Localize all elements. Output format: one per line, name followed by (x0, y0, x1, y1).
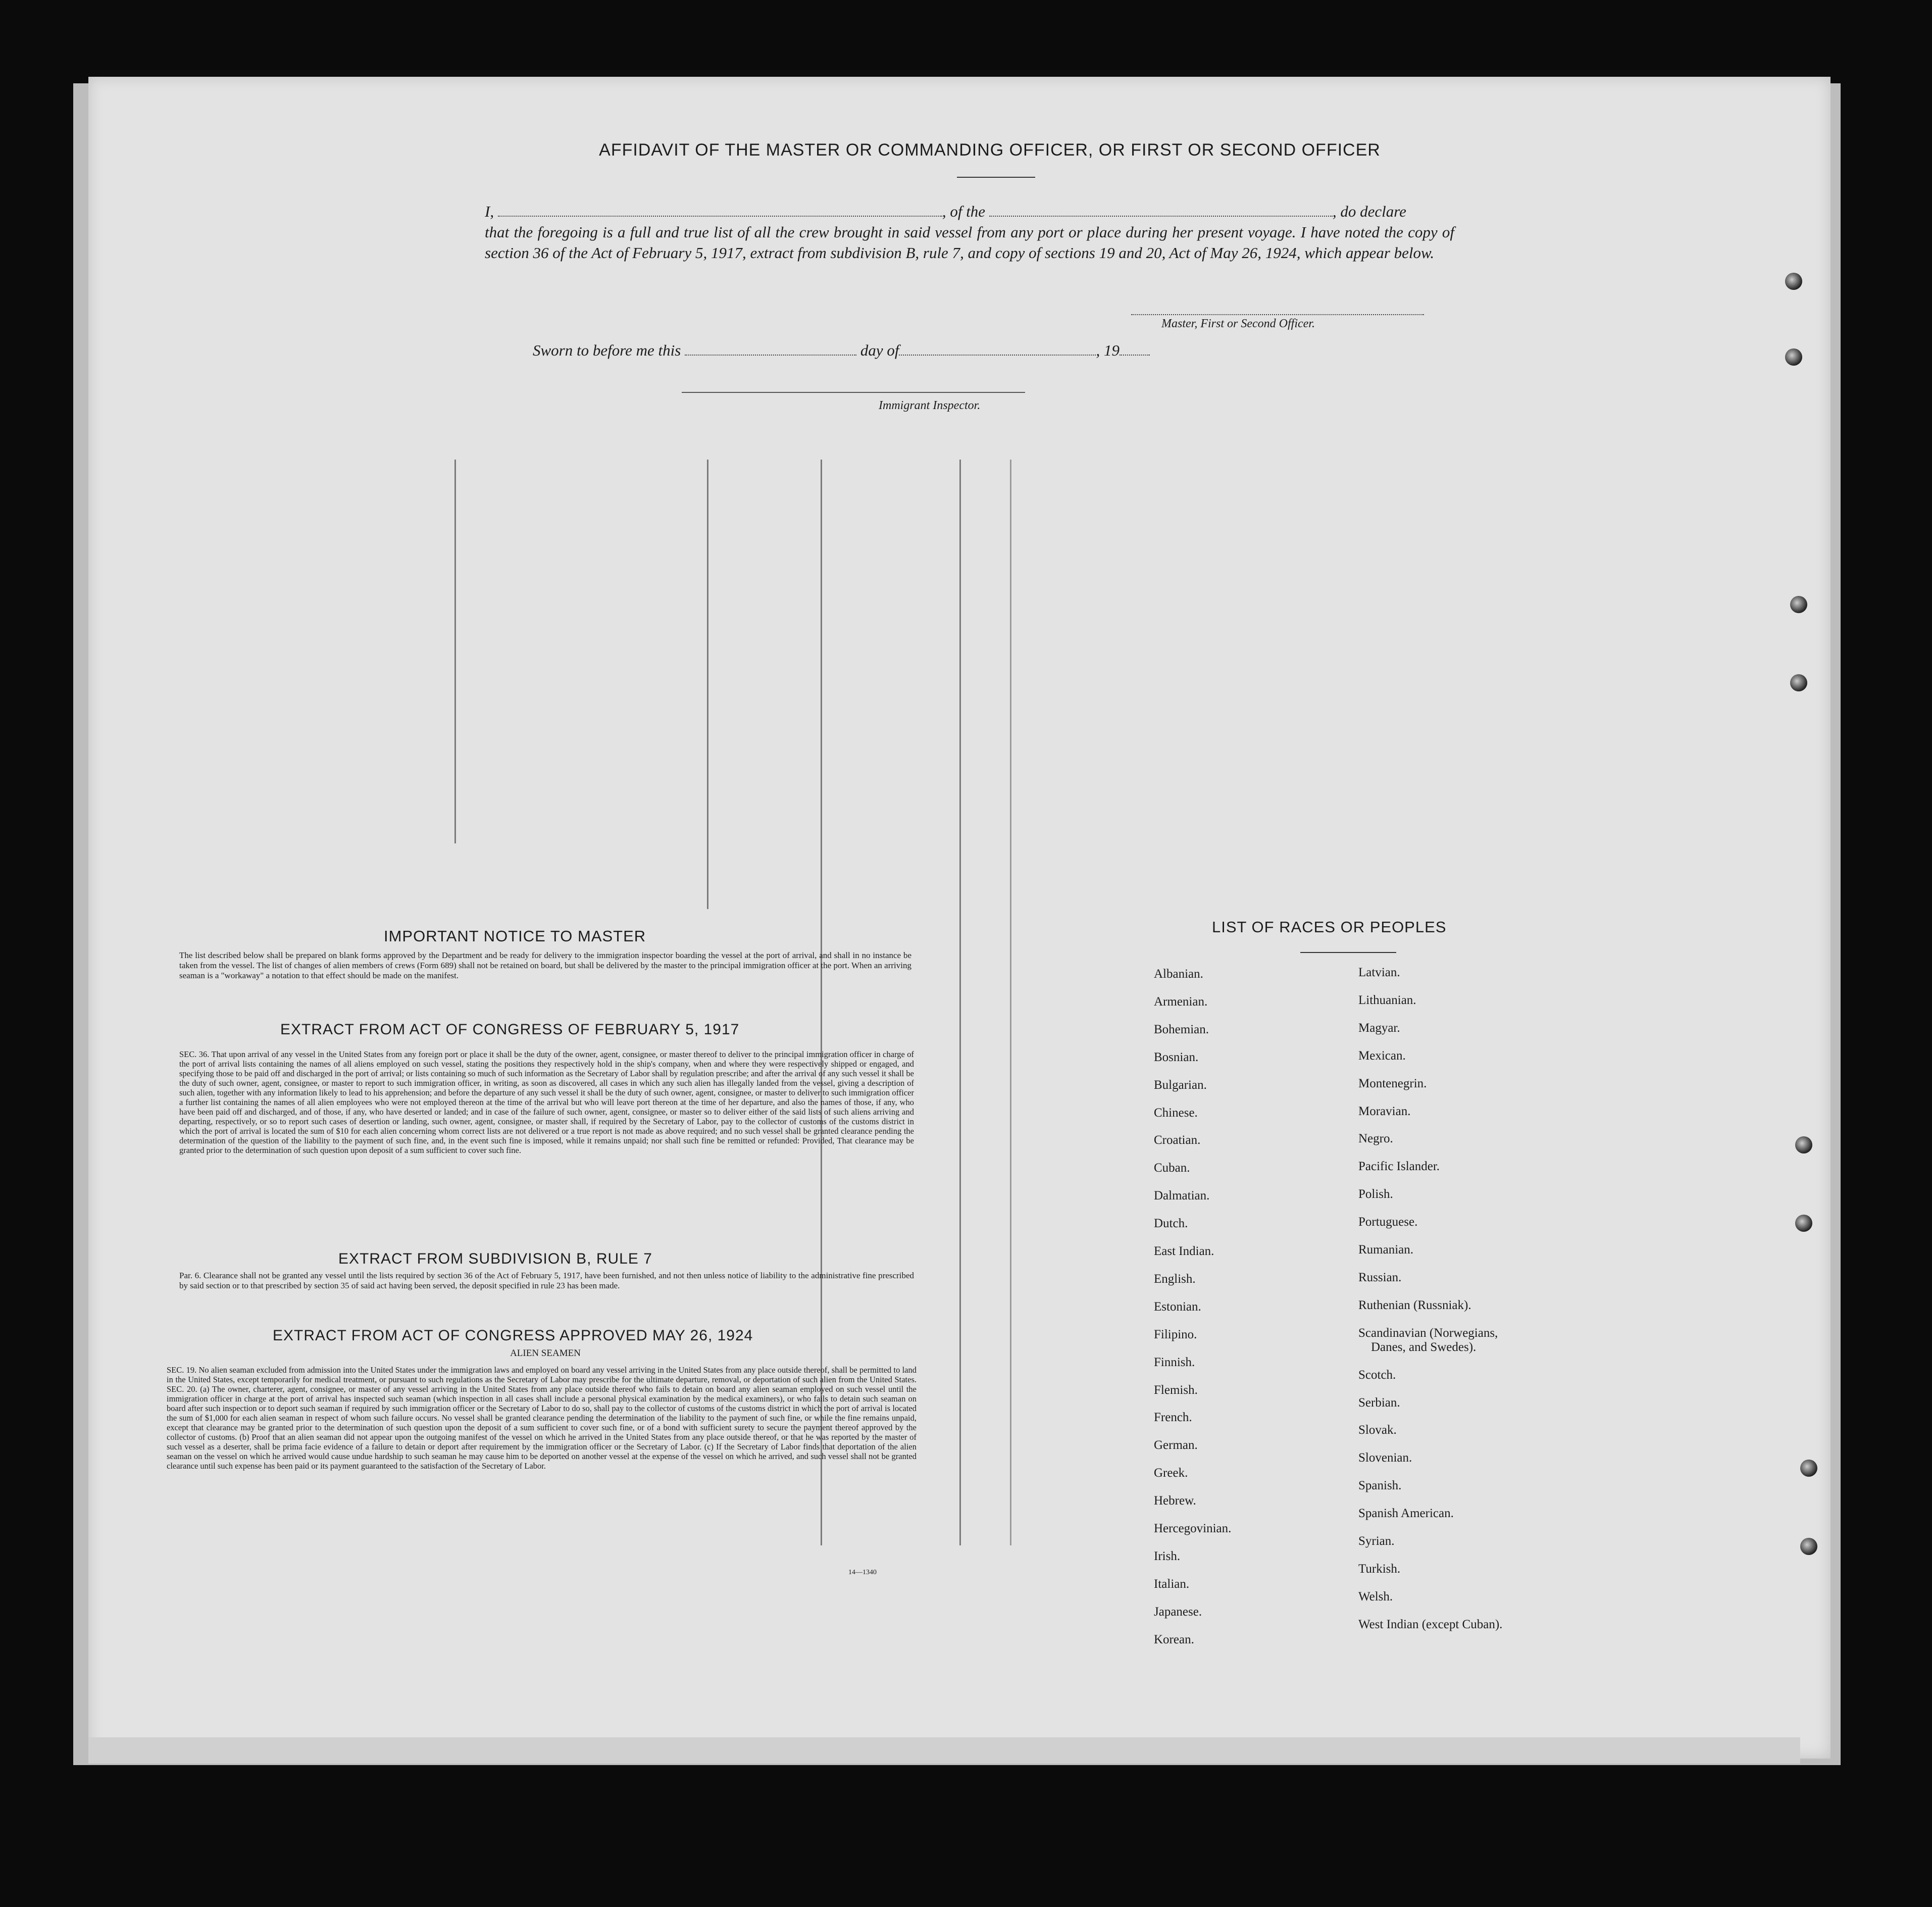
binder-hole (1785, 348, 1802, 366)
race-item: French. (1154, 1411, 1192, 1425)
race-item: Hebrew. (1154, 1494, 1196, 1508)
race-item: Danes, and Swedes). (1371, 1340, 1477, 1354)
race-item: Pacific Islander. (1358, 1160, 1440, 1174)
race-item: Syrian. (1358, 1534, 1395, 1548)
race-item: Ruthenian (Russniak). (1358, 1298, 1471, 1312)
notice-text: The list described below shall be prepared on blank forms approved by the Department and be ready for delivery to the immigration inspector boarding the vessel at the port of arrival, and shall in no instance be taken from the vessel. The list of changes of alien members of crews (Form 689) shall not be retained on board, but shall be delivered by the master to the principal immigration officer at the port. When an arriving seaman is a "workaway" a notation to that effect should be made on the manifest. (179, 950, 911, 980)
race-item: Bosnian. (1154, 1050, 1199, 1064)
race-item: German. (1154, 1438, 1198, 1452)
race-item: Japanese. (1154, 1604, 1202, 1619)
inspector-signature-line[interactable] (682, 392, 1025, 393)
race-item: Bulgarian. (1154, 1078, 1207, 1092)
race-item: Negro. (1358, 1132, 1393, 1146)
race-item: Scotch. (1358, 1368, 1396, 1382)
binder-hole (1800, 1538, 1817, 1555)
race-item: Montenegrin. (1358, 1076, 1427, 1090)
declarant-name-field[interactable] (498, 205, 942, 217)
binder-hole (1800, 1460, 1817, 1477)
sworn-label: Sworn to before me this (533, 341, 681, 359)
race-item: Italian. (1154, 1577, 1190, 1591)
race-item: Russian. (1358, 1270, 1402, 1284)
race-item: Lithuanian. (1358, 993, 1416, 1007)
race-item: Moravian. (1358, 1104, 1411, 1118)
declaration-line (485, 201, 1454, 222)
notice-title: IMPORTANT NOTICE TO MASTER (384, 927, 646, 945)
race-item: Chinese. (1154, 1106, 1198, 1120)
race-item: Cuban. (1154, 1161, 1190, 1175)
race-item: Magyar. (1358, 1021, 1400, 1035)
race-item: Finnish. (1154, 1355, 1195, 1369)
title-underline (957, 177, 1035, 178)
affidavit-text (485, 201, 1454, 263)
race-item: Estonian. (1154, 1299, 1201, 1314)
signature-line[interactable] (1131, 314, 1424, 315)
races-title: LIST OF RACES OR PEOPLES (1212, 918, 1447, 936)
race-item: Latvian. (1358, 966, 1400, 979)
form-number: 14—1340 (848, 1569, 877, 1576)
race-item: Welsh. (1358, 1589, 1393, 1603)
extract-1924-text: SEC. 19. No alien seaman excluded from admission into the United States under the immigration laws and employed on board any vessel arriving in the United States from any place outside thereof, shall be permitted to land in the United States, except temporarily for medical treatment, or pursuant to such regulations as the Secretary of Labor may prescribe for the ultimate departure, removal, or deportation of such alien from the United States. SEC. 20. (a) The owner, charterer, agent, consignee, or master of any vessel arriving in the United States from any place outside thereof who fails to detain on board any alien seaman employed on such vessel until the immigration officer in charge at the port of arrival has inspected such seaman (which inspection in all cases shall include a personal physical examination by the medical examiners), or who fails to detain such seaman on board after such inspection or to deport such seaman if required by such immigration officer or the Secretary of Labor to do so, shall pay to the collector of customs of the customs district in which the port of arrival is located the sum of $1,000 for each alien seaman in respect of whom such failure occurs. No vessel shall be granted clearance pending the determination of the liability to the payment of such fine, or while the fine remains unpaid, except that clearance may be granted prior to the determination of such question upon the deposit of a sum sufficient to cover such fine, or of a bond with sufficient surety to secure the payment thereof approved by the collector of customs. (b) Proof that an alien seaman did not appear upon the outgoing manifest of the vessel on which he arrived in the United States from any place outside thereof, or that he was reported by the master of such vessel as a deserter, shall be prima facie evidence of a failure to detain or deport after requirement by the immigration officer or the Secretary of Labor. (c) If the Secretary of Labor finds that deportation of the alien seaman on the vessel on which he arrived would cause undue hardship to such seaman he may cause him to be deported on another vessel at the expense of the vessel on which he arrived, and such vessel shall not be granted clearance until such expense has been paid or its payment guaranteed to the satisfaction of the Secretary of Labor. (167, 1365, 917, 1471)
vessel-prefix: , of the (942, 203, 986, 220)
race-item: West Indian (except Cuban). (1358, 1617, 1503, 1631)
sworn-year-field[interactable] (1120, 343, 1150, 356)
bleed-through-rule (959, 460, 961, 1545)
declarant-prefix: I, (485, 203, 494, 220)
race-item: Flemish. (1154, 1383, 1198, 1397)
vessel-name-field[interactable] (989, 205, 1333, 217)
race-item: Spanish American. (1358, 1507, 1454, 1521)
year-label: , 19 (1096, 341, 1120, 359)
race-item: Mexican. (1358, 1048, 1406, 1063)
binder-hole (1795, 1215, 1812, 1232)
binder-hole (1785, 273, 1802, 290)
race-item: Turkish. (1358, 1562, 1401, 1576)
race-item: Dalmatian. (1154, 1189, 1210, 1203)
race-item: Slovak. (1358, 1423, 1397, 1437)
bleed-through-rule (707, 460, 708, 909)
race-item: Irish. (1154, 1549, 1181, 1563)
day-of-label: day of (860, 341, 899, 359)
races-title-underline (1300, 952, 1396, 953)
race-item: Scandinavian (Norwegians, (1358, 1326, 1498, 1340)
race-item: Croatian. (1154, 1133, 1201, 1147)
extract-1917-text: SEC. 36. That upon arrival of any vessel in the United States from any foreign port or place it shall be the duty of the owner, agent, consignee, or master thereof to deliver to the principal immigration officer in charge of the port of arrival lists containing the names of all aliens employed on such vessel, stating the positions they respectively hold in the ship's company, when and where they were respectively shipped or engaged, and specifying those to be paid off and discharged in the port of arrival; or lists containing so much of such information as the Secretary of Labor shall by regulation prescribe; and after the arrival of any such vessel it shall be the duty of such owner, agent, consignee, or master to report to such immigration officer, in writing, as soon as discovered, all cases in which any such alien has illegally landed from the vessel, giving a description of such alien, together with any information likely to lead to his apprehension; and before the departure of any such vessel it shall be the duty of such owner, agent, consignee, or master to deliver to such immigration officer a further list containing the names of all alien employees who were not employed thereon at the time of the arrival but who will leave port thereon at the time of her departure, and also the names of those, if any, who have been paid off and discharged, and of those, if any, who have deserted or landed; and in case of the failure of such owner, agent, consignee, or master so to deliver either of the said lists of such aliens arriving and departing, respectively, or so to report such cases of desertion or landing, such owner, agent, consignee, or master shall, if required by the Secretary of Labor, pay to the collector of customs of the customs district in which the port of arrival is located the sum of $10 for each alien concerning whom correct lists are not delivered or a true report is not made as above required; and no such vessel shall be granted clearance pending the determination of the question of the liability to the payment of such fine, and, in the event such fine is imposed, while it remains unpaid; nor shall such fine be remitted or refunded: Provided, That clearance may be granted prior to the determination of such question upon deposit of a sum sufficient to cover such fine. (179, 1049, 914, 1155)
race-item: English. (1154, 1272, 1196, 1286)
race-item: Dutch. (1154, 1217, 1188, 1231)
race-item: Hercegovinian. (1154, 1522, 1232, 1535)
extract-1924-title: EXTRACT FROM ACT OF CONGRESS APPROVED MAY 26, 1924 (273, 1327, 753, 1344)
race-item: Rumanian. (1358, 1243, 1414, 1257)
race-item: Spanish. (1358, 1479, 1402, 1493)
race-item: Portuguese. (1358, 1215, 1418, 1229)
sworn-statement (533, 341, 1150, 360)
race-item: Korean. (1154, 1632, 1194, 1646)
race-item: East Indian. (1154, 1244, 1214, 1258)
page-bottom-edge (88, 1737, 1800, 1764)
extract-rule7-title: EXTRACT FROM SUBDIVISION B, RULE 7 (338, 1250, 652, 1267)
binder-hole (1790, 674, 1807, 691)
affidavit-title: AFFIDAVIT OF THE MASTER OR COMMANDING OFFICER, OR FIRST OR SECOND OFFICER (599, 140, 1381, 160)
affidavit-body: that the foregoing is a full and true list of all the crew brought in said vessel from any port or place during her present voyage. I have noted the copy of section 36 of the Act of February 5, 1917, extract from subdivision B, rule 7, and copy of sections 19 and 20, Act of May 26, 1924, which appear below. (485, 223, 1454, 262)
sworn-day-field[interactable] (685, 343, 856, 356)
race-item: Armenian. (1154, 994, 1208, 1009)
signature-label: Master, First or Second Officer. (1161, 317, 1315, 330)
race-item: Filipino. (1154, 1327, 1197, 1341)
race-item: Bohemian. (1154, 1022, 1209, 1036)
race-item: Slovenian. (1358, 1451, 1412, 1465)
extract-rule7-text: Par. 6. Clearance shall not be granted any vessel until the lists required by section 36 of the Act of February 5, 1917, have been furnished, and not then unless notice of liability to the administrative fine prescribed by said section or to that prescribed by section 35 of said act having been served, the deposit specified in rule 23 has been made. (179, 1271, 914, 1290)
race-item: Greek. (1154, 1466, 1188, 1480)
bleed-through-rule (454, 460, 456, 843)
race-item: Polish. (1358, 1187, 1393, 1201)
binder-hole (1795, 1136, 1812, 1153)
inspector-label: Immigrant Inspector. (879, 399, 981, 412)
alien-seamen-subtitle: ALIEN SEAMEN (510, 1348, 581, 1359)
binder-hole (1790, 596, 1807, 613)
bleed-through-rule (1010, 460, 1011, 1545)
sworn-month-field[interactable] (899, 343, 1096, 356)
declare-suffix: , do declare (1332, 203, 1406, 220)
race-item: Serbian. (1358, 1395, 1400, 1410)
race-item: Albanian. (1154, 967, 1203, 981)
extract-1917-title: EXTRACT FROM ACT OF CONGRESS OF FEBRUARY 5, 1917 (280, 1021, 740, 1038)
